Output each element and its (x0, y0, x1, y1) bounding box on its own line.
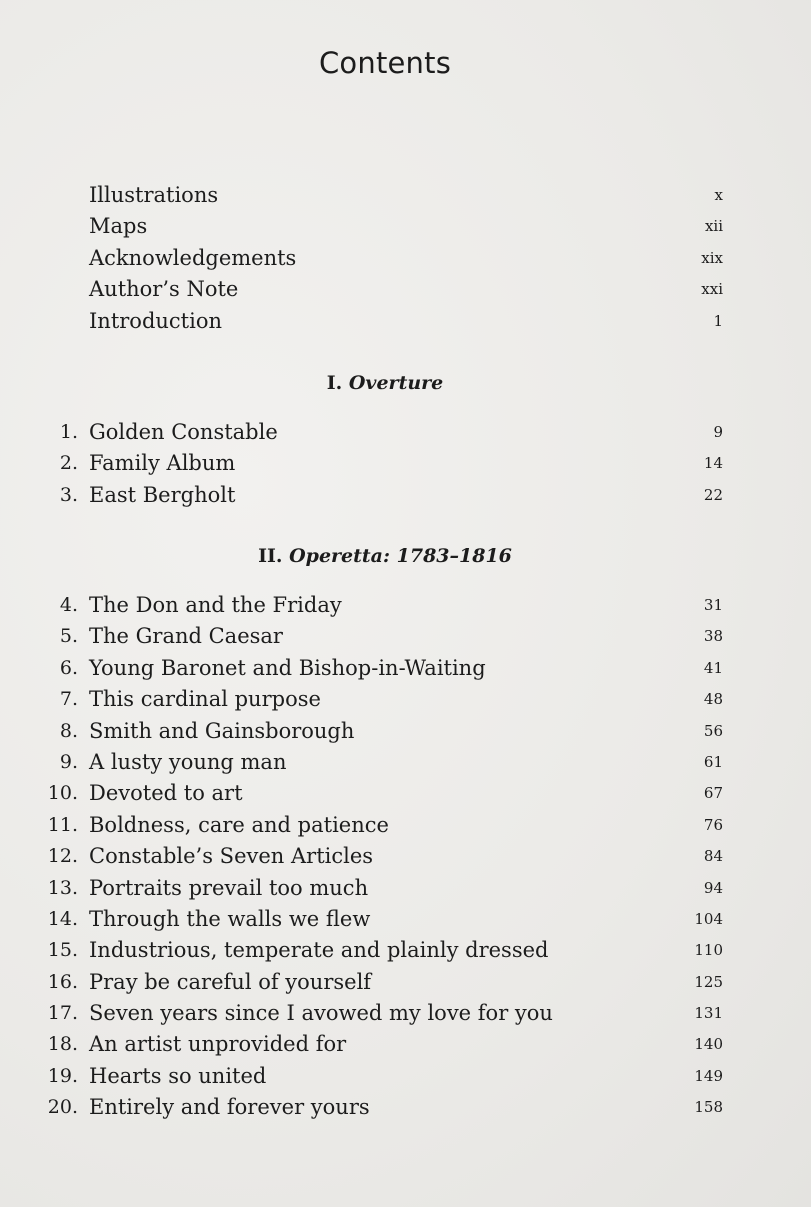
chapter-number: 15. (47, 939, 78, 962)
part-heading (0, 372, 770, 394)
entry-label: This cardinal purpose (89, 687, 321, 712)
toc-entry[interactable] (0, 716, 811, 747)
entry-page: 67 (703, 784, 723, 803)
entry-label: Entirely and forever yours (89, 1095, 370, 1120)
toc-entry[interactable] (0, 180, 811, 211)
part-two-chapter-list (0, 590, 811, 1124)
entry-label: Boldness, care and patience (89, 812, 389, 837)
entry-page: 125 (694, 972, 723, 991)
toc-entry[interactable] (0, 998, 811, 1029)
entry-label: Seven years since I avowed my love for you (89, 1001, 553, 1026)
entry-label: Smith and Gainsborough (89, 718, 355, 743)
chapter-number: 3. (59, 483, 78, 506)
toc-entry[interactable] (0, 904, 811, 935)
part-one-chapter-list (0, 417, 811, 511)
toc-entry[interactable] (0, 841, 811, 872)
entry-page: 76 (703, 815, 723, 834)
entry-label: The Grand Caesar (89, 624, 283, 649)
toc-entry[interactable] (0, 810, 811, 841)
entry-label: Hearts so united (89, 1063, 267, 1088)
entry-label: Pray be careful of yourself (89, 969, 372, 994)
chapter-number: 14. (47, 907, 78, 930)
toc-entry[interactable] (0, 747, 811, 778)
chapter-number: 19. (47, 1064, 78, 1087)
entry-page: 110 (694, 941, 723, 960)
chapter-number: 9. (59, 750, 78, 773)
entry-label: Maps (89, 214, 148, 239)
entry-page: 14 (703, 454, 723, 473)
toc-entry[interactable] (0, 967, 811, 998)
part-heading (0, 545, 770, 567)
toc-entry[interactable] (0, 211, 811, 242)
chapter-number: 12. (47, 845, 78, 868)
entry-label: Devoted to art (89, 781, 243, 806)
entry-page: 149 (694, 1066, 723, 1085)
chapter-number: 6. (59, 656, 78, 679)
part-title: Overture (348, 372, 444, 394)
toc-entry[interactable] (0, 1029, 811, 1060)
entry-page: 41 (703, 658, 723, 677)
entry-label: Portraits prevail too much (89, 875, 369, 900)
entry-page: 56 (703, 721, 723, 740)
entry-label: Young Baronet and Bishop-in-Waiting (89, 655, 486, 680)
entry-page: 104 (694, 909, 723, 928)
entry-label: Acknowledgements (89, 245, 297, 270)
part-title: Operetta: 1783–1816 (289, 545, 512, 567)
entry-label: Through the walls we flew (89, 906, 371, 931)
toc-entry[interactable] (0, 778, 811, 809)
entry-page: 48 (703, 690, 723, 709)
entry-label: The Don and the Friday (89, 593, 342, 617)
toc-entry[interactable] (0, 274, 811, 305)
entry-label: Golden Constable (89, 420, 278, 444)
entry-label: Illustrations (89, 183, 219, 207)
entry-label: Industrious, temperate and plainly dressed (89, 938, 549, 963)
toc-entry[interactable] (0, 480, 811, 511)
entry-label: Family Album (89, 451, 236, 476)
toc-entry[interactable] (0, 653, 811, 684)
part-numeral: I. (326, 372, 343, 394)
page-title: Contents (318, 46, 452, 80)
entry-page: 140 (694, 1035, 723, 1054)
chapter-number: 4. (59, 594, 78, 616)
chapter-number: 20. (47, 1096, 78, 1119)
toc-entry[interactable] (0, 448, 811, 479)
toc-entry[interactable] (0, 1092, 811, 1123)
toc-entry[interactable] (0, 306, 811, 337)
toc-entry[interactable] (0, 590, 811, 621)
entry-page: 1 (713, 311, 723, 330)
chapter-number: 10. (47, 782, 78, 805)
front-matter-list (0, 180, 811, 337)
entry-page: 22 (703, 485, 723, 504)
chapter-number: 17. (47, 1002, 78, 1025)
chapter-number: 18. (47, 1033, 78, 1056)
chapter-number: 13. (47, 876, 78, 899)
entry-label: Introduction (89, 308, 222, 333)
entry-page: 158 (694, 1098, 723, 1117)
chapter-number: 1. (59, 421, 78, 443)
entry-page: 84 (703, 847, 723, 866)
toc-entry[interactable] (0, 621, 811, 652)
entry-page: xii (704, 217, 723, 236)
toc-entry[interactable] (0, 417, 811, 448)
chapter-number: 2. (59, 452, 78, 475)
part-numeral: II. (258, 545, 283, 567)
toc-entry[interactable] (0, 684, 811, 715)
chapter-number: 5. (59, 625, 78, 648)
toc-entry[interactable] (0, 935, 811, 966)
entry-page: 94 (703, 878, 723, 897)
entry-label: East Bergholt (89, 482, 236, 507)
entry-page: 9 (713, 423, 723, 441)
toc-entry[interactable] (0, 1061, 811, 1092)
chapter-number: 11. (47, 813, 78, 836)
chapter-number: 16. (47, 970, 78, 993)
entry-page: 131 (694, 1004, 723, 1023)
entry-label: Author’s Note (89, 277, 239, 302)
toc-entry[interactable] (0, 873, 811, 904)
entry-page: xix (701, 248, 723, 267)
entry-page: x (714, 186, 723, 204)
entry-page: 38 (703, 627, 723, 646)
entry-label: A lusty young man (89, 749, 287, 774)
entry-page: 61 (703, 752, 723, 771)
entry-label: An artist unprovided for (89, 1032, 347, 1057)
entry-page: xxi (701, 280, 723, 299)
entry-label: Constable’s Seven Articles (89, 844, 374, 869)
chapter-number: 7. (59, 688, 78, 711)
entry-page: 31 (703, 596, 723, 614)
toc-entry[interactable] (0, 243, 811, 274)
chapter-number: 8. (59, 719, 78, 742)
